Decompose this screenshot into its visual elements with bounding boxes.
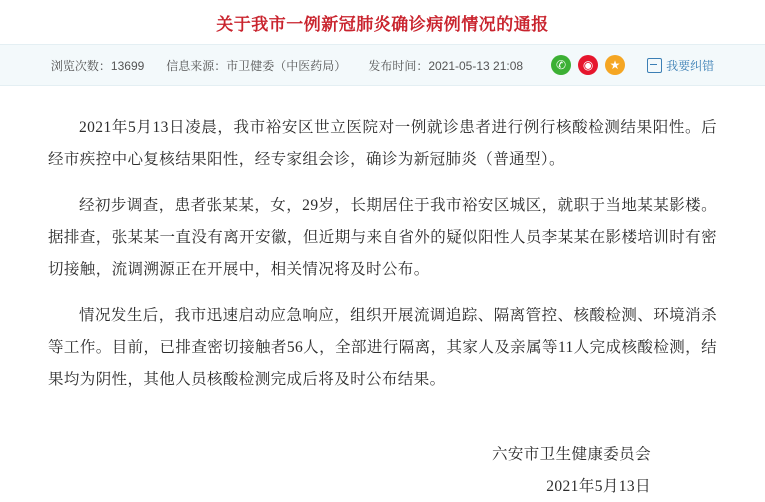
page-title-bar — [0, 0, 765, 44]
signature-organization: 六安市卫生健康委员会 — [491, 446, 651, 463]
report-error-icon — [647, 58, 662, 73]
report-error-button[interactable] — [647, 57, 714, 74]
report-error-label: 我要纠错 — [666, 58, 715, 73]
publish-time: 发布时间：2021-05-13 21:08 — [368, 58, 524, 73]
view-count: 浏览次数：13699 — [50, 58, 145, 73]
favorite-star-icon[interactable]: ★ — [605, 55, 625, 75]
information-source: 信息来源：市卫健委（中医药局） — [166, 58, 347, 73]
article-body — [0, 86, 765, 502]
signature-date: 2021年5月13日 — [546, 478, 651, 495]
article-paragraph: 情况发生后，我市迅速启动应急响应，组织开展流调追踪、隔离管控、核酸检测、环境消杀等工作。目前，已排查密切接触者56人，全部进行隔离，其家人及亲属等11人完成核酸检测，结果均为阴性，其他人员核酸检测完成后将及时公布结果。 — [48, 307, 717, 388]
article-meta-bar — [0, 44, 765, 86]
article-paragraph: 2021年5月13日凌晨，我市裕安区世立医院对一例就诊患者进行例行核酸检测结果阳性。后经市疾控中心复核结果阳性，经专家组会诊，确诊为新冠肺炎（普通型）。 — [48, 119, 717, 168]
share-icon-group — [551, 55, 625, 75]
page-title: 关于我市一例新冠肺炎确诊病例情况的通报 — [216, 14, 549, 34]
article-signature — [48, 440, 717, 502]
weibo-share-icon[interactable]: ◉ — [578, 55, 598, 75]
article-paragraph: 经初步调查，患者张某某，女，29岁，长期居住于我市裕安区城区，就职于当地某某影楼。据排查，张某某一直没有离开安徽，但近期与来自省外的疑似阳性人员李某某在影楼培训时有密切接触，流调溯源正在开展中，相关情况将及时公布。 — [48, 197, 717, 278]
wechat-share-icon[interactable]: ✆ — [551, 55, 571, 75]
